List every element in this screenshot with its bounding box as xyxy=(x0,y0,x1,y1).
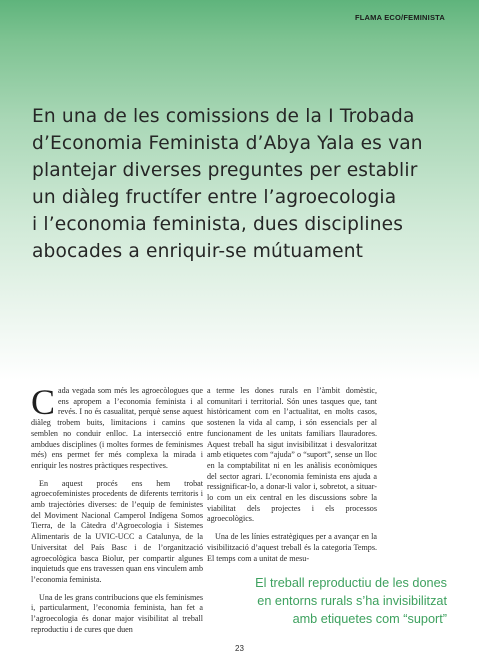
pull-quote-line: en entorns rurals s’ha invisibilitzat xyxy=(257,594,447,609)
headline-line: i l’economia feminista, dues disciplines xyxy=(32,214,404,235)
pull-quote-line: amb etiquetes com “suport” xyxy=(292,612,447,627)
pull-quote-line: El treball reproductiu de les dones xyxy=(255,576,447,590)
headline-line: plantejar diverses preguntes per establir xyxy=(32,160,418,181)
headline-line: un diàleg fructífer entre l’agroecologia xyxy=(32,187,397,208)
paragraph-text: ada vegada som més les agroecòlogues que ens apropem a l’economia feminista i al revés. I no és casualitat, perquè sense aquest diàleg trobem buits, limitacions i camins que semblen no conduir enlloc. La intersecció entre ambdues disciplines (i moltes formes de feminismes més) ens permet fer més complexa la mirada i enriquir les nostres pràctiques respectives. xyxy=(31,386,203,470)
body-paragraph xyxy=(31,382,203,472)
headline-line: abocades a enriquir-se mútuament xyxy=(32,241,364,262)
body-paragraph: a terme les dones rurals en l’àmbit domèstic, comunitari i territorial. Són unes tasques que, tant històricament com en l’actualitat, en molts casos, sostenen la vida al camp, i són essencials per al funcionament de les unitats familiars llauradores. Aquest treball ha sigut invisibilitzat i desvaloritzat amb etiquetes com “ajuda” o “suport”, sense un lloc en la comptabilitat ni en les anàlisis econòmiques del sector agrari. L’economia feminista ens ajuda a ressignificar-lo, a donar-li valor i, sobretot, a situar-lo com un eix central en les discussions sobre la viabilitat dels projectes i els processos agroecològics. xyxy=(207,386,377,524)
body-column-right xyxy=(207,386,377,571)
body-paragraph: Una de les línies estratègiques per a avançar en la visibilització d’aquest treball és la categoria Temps. El temps com a unitat de mesu- xyxy=(207,532,377,563)
headline xyxy=(32,103,452,265)
drop-cap: C xyxy=(31,382,56,422)
body-paragraph: En aquest procés ens hem trobat agroecofeministes procedents de diferents territoris i amb trajectòries diverses: de l’equip de feministes del Moviment Nacional Camperol Indígena Somos Tierra, de la Càtedra d’Agroecologia i Sistemes Alimentaris de la UVIC-UCC a Catalunya, de la Universitat del País Basc i de l’organització agroecològica basca Biolur, per compartir algunes inquietuds que ens travessen quan ens vinculem amb l’economia feminista. xyxy=(31,478,203,584)
headline-line: En una de les comissions de la I Trobada xyxy=(32,106,415,127)
body-column-left xyxy=(31,382,203,642)
headline-line: d’Economia Feminista d’Abya Yala es van xyxy=(32,133,423,154)
pull-quote xyxy=(207,574,447,629)
page-number: 23 xyxy=(235,644,244,653)
body-paragraph: Una de les grans contribucions que els feminismes i, particularment, l’economia feminista, han fet a l’agroecologia és donar major visibilitat al treball reproductiu i de cures que duen xyxy=(31,592,203,634)
section-label: FLAMA ECO/FEMINISTA xyxy=(354,13,445,22)
